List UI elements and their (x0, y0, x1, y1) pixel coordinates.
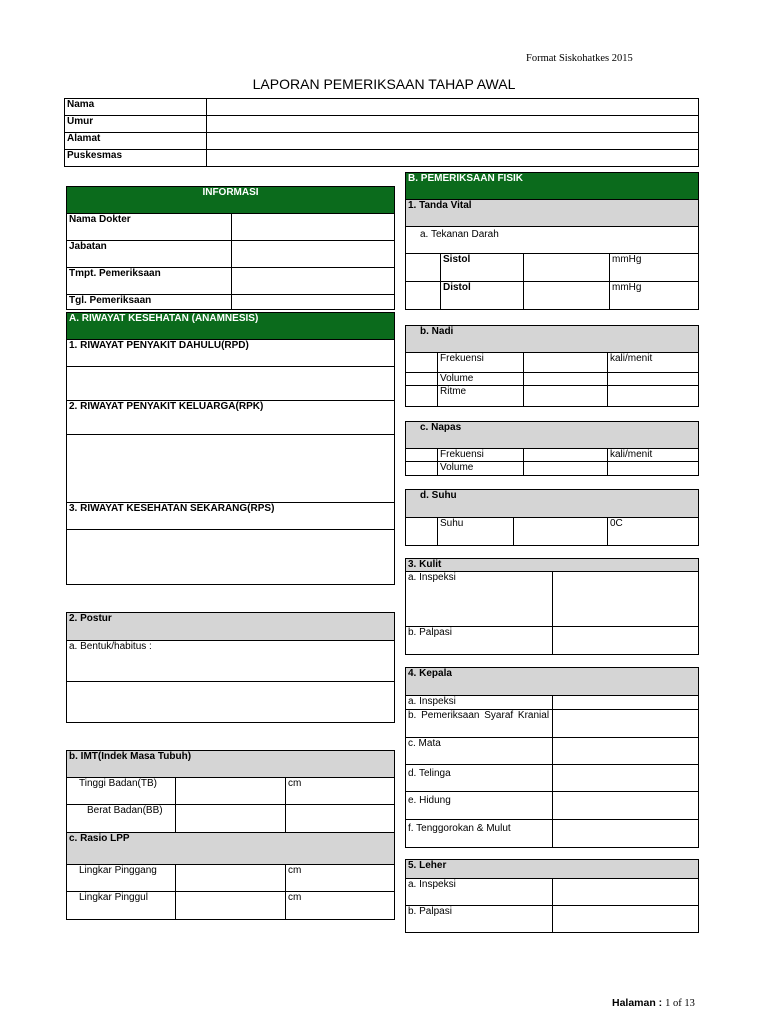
pinggang-unit: cm (286, 865, 395, 892)
pinggul-field[interactable] (176, 892, 286, 920)
napas-volume-field[interactable] (524, 462, 608, 476)
umur-label: Umur (65, 116, 207, 133)
nama-label: Nama (65, 99, 207, 116)
kepala-hidung-field[interactable] (553, 792, 699, 820)
imt-header: b. IMT(Indek Masa Tubuh) (67, 751, 395, 778)
tgl-pemeriksaan-label: Tgl. Pemeriksaan (67, 295, 232, 310)
kepala-table (405, 667, 699, 848)
jabatan-field[interactable] (232, 241, 395, 268)
informasi-table (66, 186, 395, 310)
suhu-field[interactable] (514, 518, 608, 546)
nadi-frekuensi-label: Frekuensi (438, 353, 524, 373)
bb-label: Berat Badan(BB) (67, 805, 176, 833)
distol-unit: mmHg (610, 282, 699, 310)
napas-frekuensi-field[interactable] (524, 449, 608, 462)
napas-volume-extra (608, 462, 699, 476)
rpd-field[interactable] (67, 367, 395, 401)
umur-field[interactable] (207, 116, 699, 133)
nama-field[interactable] (207, 99, 699, 116)
identity-table (64, 98, 699, 167)
kepala-syaraf-field[interactable] (553, 710, 699, 738)
kulit-inspeksi-field[interactable] (553, 572, 699, 627)
distol-field[interactable] (524, 282, 610, 310)
napas-vol-spacer (406, 462, 438, 476)
kulit-table (405, 558, 699, 655)
lpp-header: c. Rasio LPP (67, 833, 395, 865)
kepala-hidung-label: e. Hidung (406, 792, 553, 820)
distol-spacer (406, 282, 441, 310)
pinggul-label: Lingkar Pinggul (67, 892, 176, 920)
tmpt-pemeriksaan-field[interactable] (232, 268, 395, 295)
kepala-inspeksi-field[interactable] (553, 696, 699, 710)
napas-volume-label: Volume (438, 462, 524, 476)
kulit-palpasi-field[interactable] (553, 627, 699, 655)
suhu-spacer (406, 518, 438, 546)
rpd-label: 1. RIWAYAT PENYAKIT DAHULU(RPD) (67, 340, 395, 367)
kepala-syaraf-label: b. Pemeriksaan Syaraf Kranial (406, 710, 553, 738)
nadi-volume-label: Volume (438, 373, 524, 386)
leher-inspeksi-field[interactable] (553, 879, 699, 906)
sistol-field[interactable] (524, 254, 610, 282)
nadi-ritme-field[interactable] (524, 386, 608, 407)
kulit-header: 3. Kulit (406, 559, 699, 572)
page-number: 1 of 13 (665, 998, 695, 1009)
riwayat-table (66, 312, 395, 585)
napas-frekuensi-unit: kali/menit (608, 449, 699, 462)
tekanan-darah-label: a. Tekanan Darah (406, 227, 699, 254)
informasi-header: INFORMASI (67, 187, 395, 214)
bentuk-habitus-label: a. Bentuk/habitus : (67, 641, 395, 682)
nadi-ritme-label: Ritme (438, 386, 524, 407)
suhu-table (405, 489, 699, 546)
napas-frekuensi-label: Frekuensi (438, 449, 524, 462)
leher-table (405, 859, 699, 933)
nadi-table (405, 325, 699, 407)
tb-unit: cm (286, 778, 395, 805)
alamat-field[interactable] (207, 133, 699, 150)
tgl-pemeriksaan-field[interactable] (232, 295, 395, 310)
bb-field[interactable] (176, 805, 286, 833)
tanda-vital-table (405, 172, 699, 310)
puskesmas-label: Puskesmas (65, 150, 207, 167)
leher-palpasi-label: b. Palpasi (406, 906, 553, 933)
sistol-unit: mmHg (610, 254, 699, 282)
rps-label: 3. RIWAYAT KESEHATAN SEKARANG(RPS) (67, 503, 395, 530)
kepala-telinga-field[interactable] (553, 765, 699, 792)
nama-dokter-label: Nama Dokter (67, 214, 232, 241)
sistol-label: Sistol (441, 254, 524, 282)
halaman-label: Halaman : (612, 997, 663, 1009)
rps-field[interactable] (67, 530, 395, 585)
napas-frek-spacer (406, 449, 438, 462)
nadi-ritme-spacer (406, 386, 438, 407)
nadi-frekuensi-unit: kali/menit (608, 353, 699, 373)
format-code: Format Siskohatkes 2015 (526, 53, 633, 64)
pinggang-field[interactable] (176, 865, 286, 892)
kepala-header: 4. Kepala (406, 668, 699, 696)
bb-unit-cell (286, 805, 395, 833)
suhu-unit: 0C (608, 518, 699, 546)
kepala-mata-field[interactable] (553, 738, 699, 765)
pinggang-label: Lingkar Pinggang (67, 865, 176, 892)
alamat-label: Alamat (65, 133, 207, 150)
napas-table (405, 421, 699, 476)
page-title: LAPORAN PEMERIKSAAN TAHAP AWAL (252, 76, 516, 92)
nadi-frek-spacer (406, 353, 438, 373)
nadi-volume-extra (608, 373, 699, 386)
kepala-telinga-label: d. Telinga (406, 765, 553, 792)
leher-header: 5. Leher (406, 860, 699, 879)
kepala-mata-label: c. Mata (406, 738, 553, 765)
bentuk-habitus-field[interactable] (67, 682, 395, 723)
riwayat-header: A. RIWAYAT KESEHATAN (ANAMNESIS) (67, 313, 395, 340)
fisik-header: B. PEMERIKSAAN FISIK (406, 173, 699, 200)
nadi-ritme-extra (608, 386, 699, 407)
tanda-vital-header: 1. Tanda Vital (406, 200, 699, 227)
kepala-tenggorokan-label: f. Tenggorokan & Mulut (406, 820, 553, 848)
suhu-label: Suhu (438, 518, 514, 546)
sistol-spacer (406, 254, 441, 282)
postur-table (66, 612, 395, 723)
nadi-vol-spacer (406, 373, 438, 386)
nadi-volume-field[interactable] (524, 373, 608, 386)
pinggul-unit: cm (286, 892, 395, 920)
postur-header: 2. Postur (67, 613, 395, 641)
kepala-tenggorokan-field[interactable] (553, 820, 699, 848)
napas-header: c. Napas (406, 422, 699, 449)
rpk-field[interactable] (67, 435, 395, 503)
tb-field[interactable] (176, 778, 286, 805)
kepala-inspeksi-label: a. Inspeksi (406, 696, 553, 710)
nadi-header: b. Nadi (406, 326, 699, 353)
jabatan-label: Jabatan (67, 241, 232, 268)
nadi-frekuensi-field[interactable] (524, 353, 608, 373)
kulit-palpasi-label: b. Palpasi (406, 627, 553, 655)
distol-label: Distol (441, 282, 524, 310)
leher-inspeksi-label: a. Inspeksi (406, 879, 553, 906)
leher-palpasi-field[interactable] (553, 906, 699, 933)
kulit-inspeksi-label: a. Inspeksi (406, 572, 553, 627)
suhu-header: d. Suhu (406, 490, 699, 518)
nama-dokter-field[interactable] (232, 214, 395, 241)
imt-table (66, 750, 395, 920)
tmpt-pemeriksaan-label: Tmpt. Pemeriksaan (67, 268, 232, 295)
rpk-label: 2. RIWAYAT PENYAKIT KELUARGA(RPK) (67, 401, 395, 435)
puskesmas-field[interactable] (207, 150, 699, 167)
tb-label: Tinggi Badan(TB) (67, 778, 176, 805)
page-footer (612, 997, 695, 1009)
